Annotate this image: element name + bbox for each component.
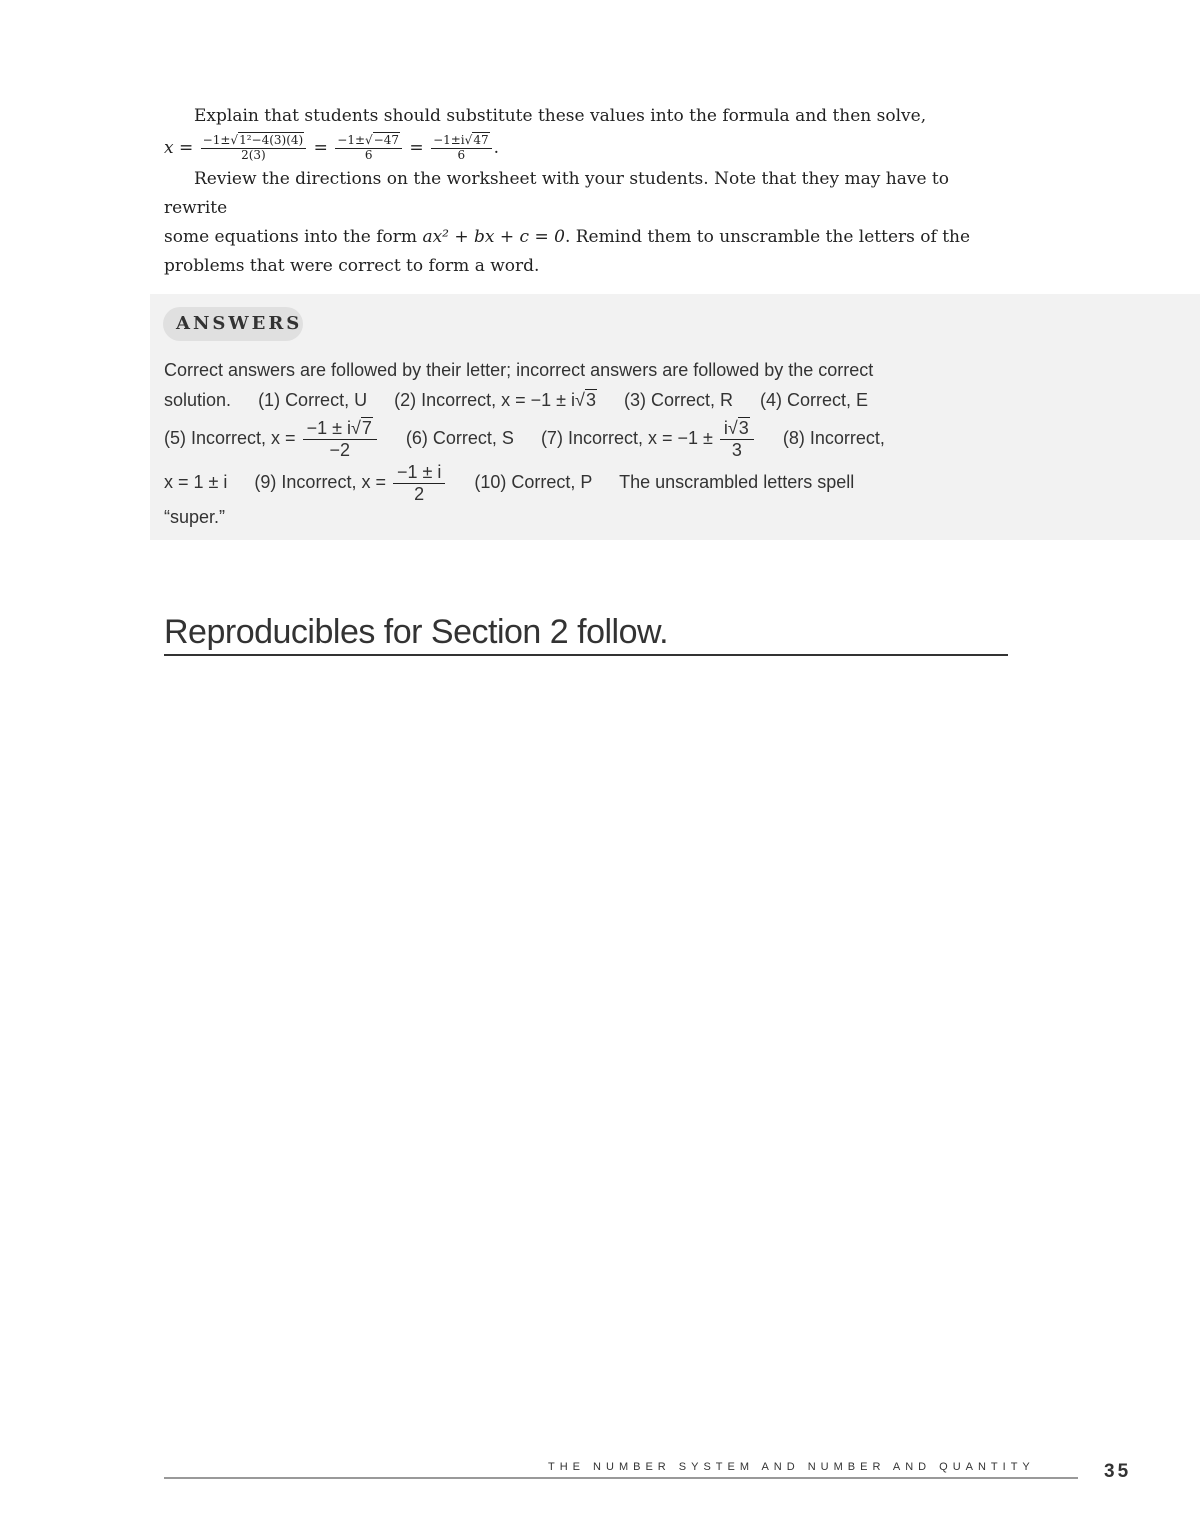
answer-8-value: x = 1 ± i: [164, 472, 228, 492]
formula-fraction-1: $\frac{\text{−1±√1²−4(3)(4)}}{2(3)}$: [201, 134, 307, 163]
answer-7: (7) Incorrect, x = −1 ± $\frac{i√3}{3}$: [541, 428, 756, 448]
answers-word: “super.”: [164, 507, 226, 528]
answer-10: (10) Correct, P: [474, 472, 593, 492]
answer-4: (4) Correct, E: [760, 390, 869, 410]
answer-9: (9) Incorrect, x = $\frac{-1 \pm i}{2}$: [254, 472, 447, 492]
answers-closing: The unscrambled letters spell: [619, 472, 855, 492]
answers-line-3: [164, 415, 994, 461]
answers-body: [164, 355, 994, 530]
intro-para2-line-1: Review the directions on the worksheet with your students. Note that they may have to rewrite: [164, 169, 949, 218]
answer-2: (2) Incorrect, x = −1 ± i√3: [394, 390, 596, 410]
running-title: THE NUMBER SYSTEM AND NUMBER AND QUANTITY: [548, 1461, 1035, 1473]
intro-para2-line-2: some equations into the form ax² + bx + c = 0. Remind them to unscramble the letters of the: [164, 227, 971, 247]
formula-fraction-2: $\frac{-1\pm√-47}{6}$: [335, 134, 402, 163]
answer-6: (6) Correct, S: [405, 428, 514, 448]
answers-panel: [150, 294, 1200, 540]
answer-3: (3) Correct, R: [623, 390, 733, 410]
section-heading: Reproducibles for Section 2 follow.: [164, 612, 1008, 656]
standard-form-equation: ax² + bx + c = 0: [422, 227, 565, 247]
page-number: 35: [1104, 1461, 1132, 1482]
intro-para2-line-3: problems that were correct to form a word.: [164, 256, 540, 276]
footer-rule: [164, 1477, 1078, 1479]
answers-badge: ANSWERS: [163, 307, 303, 341]
answer-8-label: (8) Incorrect,: [782, 428, 885, 448]
answer-1: (1) Correct, U: [258, 390, 368, 410]
formula-fraction-3: $\frac{-1\pm i√47}{6}$: [431, 134, 492, 163]
intro-line-1: Explain that students should substitute these values into the formula and then solve,: [194, 106, 927, 126]
intro-text: [164, 102, 1014, 281]
answers-line-4: [164, 461, 994, 504]
quadratic-formula-substitution: x = $\frac{\text{−1±√1²−4(3)(4)}}{2(3)}$ = $\frac{-1\pm√-47}{6}$ = $\frac{-1\pm i√47}{6}$ .: [164, 133, 499, 162]
answer-5: (5) Incorrect, x = $\frac{-1 \pm i√7}{-2}$: [164, 428, 379, 448]
answers-intro: Correct answers are followed by their letter; incorrect answers are followed by the correct: [164, 360, 874, 380]
answers-line-2: solution. (1) Correct, U (2) Incorrect, x = −1 ± i√3 (3) Correct, R (4) Correct, E: [164, 390, 869, 410]
